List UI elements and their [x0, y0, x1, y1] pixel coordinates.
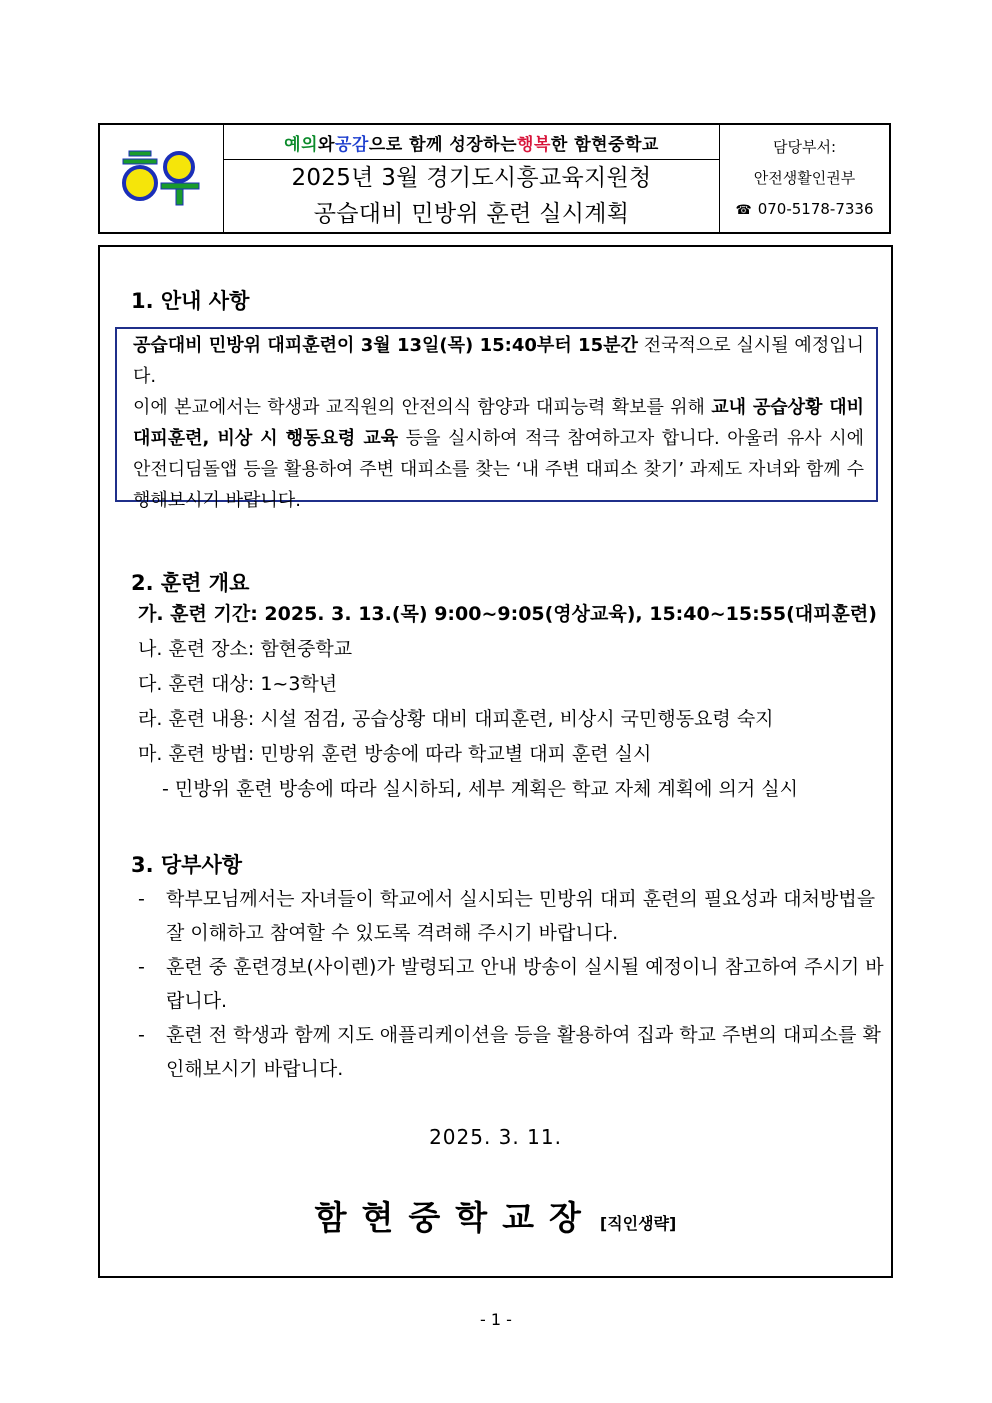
overview-item: 마. 훈련 방법: 민방위 훈련 방송에 따라 학교별 대피 훈련 실시 — [138, 743, 652, 765]
notice-paragraph-1 — [133, 330, 864, 392]
overview-subitem: - 민방위 훈련 방송에 따라 실시하되, 세부 계획은 학교 자체 계획에 의거 실시 — [162, 778, 798, 800]
school-slogan — [224, 125, 719, 160]
notice-bold-text: 교내 공습상황 대비 대피훈련, 비상 시 행동요령 교육 — [133, 397, 865, 449]
section-title-notice: 1. 안내 사항 — [131, 289, 250, 313]
section-title-overview: 2. 훈련 개요 — [131, 571, 250, 595]
slogan-text: 와 — [318, 134, 335, 155]
title-line-2: 공습대비 민방위 훈련 실시계획 — [313, 201, 630, 227]
slogan-word-empathy: 공감 — [334, 134, 369, 155]
school-logo-icon — [121, 149, 201, 209]
notice-text: 이에 본교에서는 학생과 교직원의 안전의식 함양과 대피능력 확보를 위해 — [133, 397, 712, 418]
slogan-word-courtesy: 예의 — [284, 134, 319, 155]
request-text: 학부모님께서는 자녀들이 학교에서 실시되는 민방위 대피 훈련의 필요성과 대처방법을 잘 이해하고 참여할 수 있도록 격려해 주시기 바랍니다. — [166, 888, 876, 944]
request-text: 훈련 중 훈련경보(사이렌)가 발령되고 안내 방송이 실시될 예정이니 참고하여 주시기 바랍니다. — [166, 956, 884, 1012]
signature — [100, 1192, 891, 1239]
overview-item: 라. 훈련 내용: 시설 점검, 공습상황 대비 대피훈련, 비상시 국민행동요령 숙지 — [138, 708, 774, 730]
overview-item: 나. 훈련 장소: 함현중학교 — [138, 638, 353, 660]
phone-line — [735, 194, 873, 226]
notice-text: 전국적으로 실시될 예정입니다. — [133, 335, 864, 387]
department-cell — [720, 125, 889, 232]
document-header — [98, 123, 891, 234]
document-date: 2025. 3. 11. — [429, 1125, 562, 1149]
seal-omitted-note: [직인생략] — [599, 1214, 677, 1233]
phone-icon: ☎ — [735, 202, 752, 218]
section-title-requests: 3. 당부사항 — [131, 853, 243, 877]
request-item — [138, 882, 888, 950]
logo-cell — [100, 125, 224, 232]
request-item — [138, 950, 888, 1018]
notice-text: 등을 실시하여 적극 참여하고자 합니다. 아울러 유사 시에 안전디딤돌앱 등을 활용하여 주변 대피소를 찾는 ‘내 주변 대피소 찾기’ 과제도 자녀와 함께 수행해보시기 바랍니다. — [133, 428, 864, 511]
phone-number: 070-5178-7336 — [757, 199, 874, 218]
department-name: 안전생활인권부 — [753, 168, 856, 187]
notice-bold-text: 공습대비 민방위 대피훈련 — [133, 335, 337, 356]
document-title — [224, 160, 719, 232]
request-item — [138, 1018, 888, 1086]
bullet-dash: - — [138, 888, 145, 910]
overview-item: 다. 훈련 대상: 1~3학년 — [138, 673, 338, 695]
slogan-text: 한 함현중학교 — [550, 134, 659, 155]
overview-item: 가. 훈련 기간: 2025. 3. 13.(목) 9:00~9:05(영상교육), 15:40~15:55(대피훈련) — [138, 603, 877, 625]
notice-box — [115, 327, 878, 511]
document-body — [98, 245, 893, 1278]
notice-bold-text: 이 3월 13일(목) 15:40부터 15분간 — [336, 335, 638, 356]
department-label: 담당부서: — [772, 137, 836, 156]
bullet-dash: - — [138, 956, 145, 978]
title-line-1: 2025년 3월 경기도시흥교육지원청 — [291, 165, 652, 191]
bullet-dash: - — [138, 1024, 145, 1046]
training-overview-list — [138, 597, 877, 807]
slogan-word-happiness: 행복 — [517, 134, 551, 155]
title-cell — [224, 125, 720, 232]
principal-title: 함현중학교장 — [314, 1198, 596, 1237]
slogan-text: 으로 함께 성장하는 — [368, 134, 518, 155]
notice-paragraph-2 — [133, 392, 864, 516]
request-text: 훈련 전 학생과 함께 지도 애플리케이션을 등을 활용하여 집과 학교 주변의 대피소를 확인해보시기 바랍니다. — [166, 1024, 881, 1080]
requests-list — [138, 882, 888, 1086]
page-number: - 1 - — [480, 1310, 512, 1329]
